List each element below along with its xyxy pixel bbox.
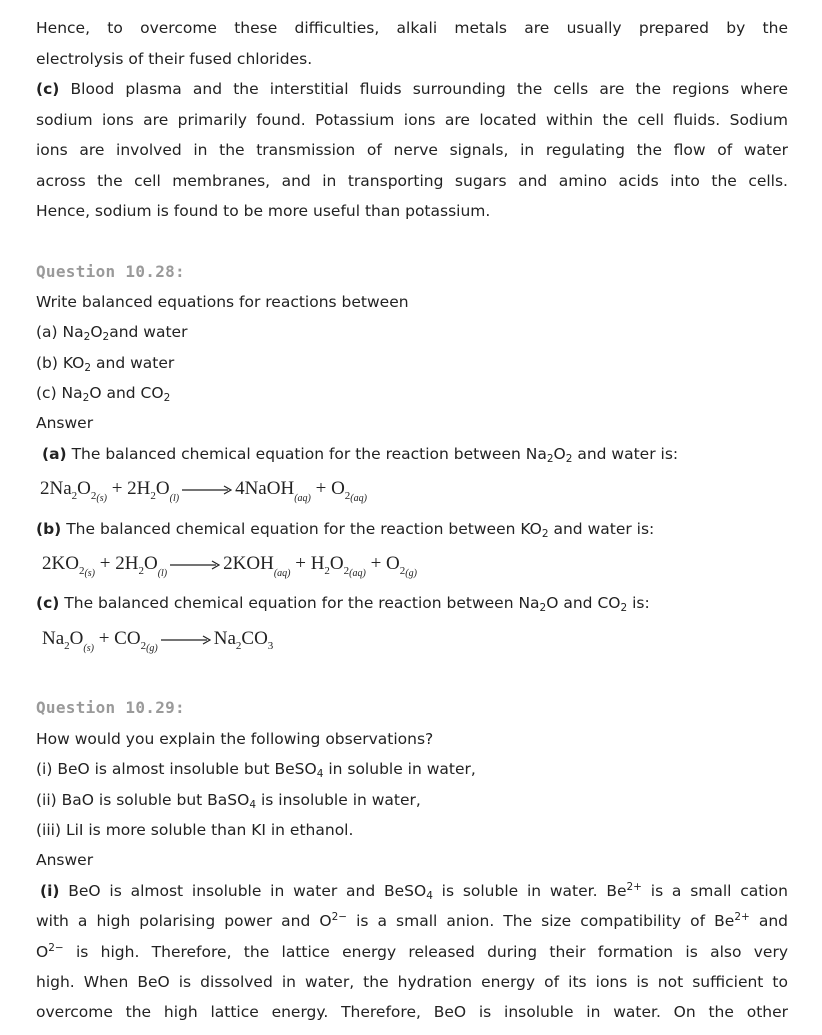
para-c-label: (c) — [36, 80, 60, 98]
q28-answer-label: Answer — [36, 414, 94, 432]
q29-part-ii: (ii) BaO is soluble but BaSO$_4$ is insoluble in water, — [36, 791, 421, 811]
para-c-line-5: Hence, sodium is found to be more useful than potassium. — [36, 202, 491, 220]
q28-part-b: (b) $KO_2$ and water — [36, 354, 175, 374]
q29-answer-label: Answer — [36, 851, 94, 869]
question-10-28-heading: Question 10.28: — [36, 262, 185, 281]
q29-answer-i-line-4: high. When BeO is dissolved in water, the hydration energy of its ions is not sufficient to — [36, 973, 788, 991]
q29-answer-i-line-1: (i) BeO is almost insoluble in water and BeSO$_4$ is soluble in water. $Be^{2+}$ is a small cation — [40, 881, 788, 902]
q28-part-a: (a) $Na_2O_2and$ water — [36, 323, 188, 343]
equation-c-image: $Na_2O_{(s)} + CO_{2(g)}$ $Na_2CO_3$ — [42, 628, 274, 654]
q28-answer-b: (b) The balanced chemical equation for the reaction between $KO_2$ and water is: — [36, 520, 655, 540]
intro-line-2: electrolysis of their fused chlorides. — [36, 50, 313, 68]
q28-prompt: Write balanced equations for reactions between — [36, 293, 409, 311]
q29-part-i: (i) BeO is almost insoluble but BeSO$_4$ in soluble in water, — [36, 760, 476, 780]
q29-answer-i-line-2: with a high polarising power and $O^{2-}$ is a small anion. The size compatibility of $Be^{2+}$ and — [36, 911, 789, 930]
q29-prompt: How would you explain the following observations? — [36, 730, 434, 748]
q28-part-c: (c) $Na_2O$ and $CO_2$ — [36, 384, 171, 404]
para-c-text-1: Blood plasma and the interstitial fluids surrounding the cells are the regions where — [59, 80, 788, 98]
q29-answer-i-line-3: $O^{2-}$ is high. Therefore, the lattice energy released during their formation is also very — [36, 942, 788, 961]
reaction-arrow-icon — [170, 560, 220, 570]
para-c-line-1 — [36, 79, 788, 99]
para-c-line-4: across the cell membranes, and in transporting sugars and amino acids into the cells. — [36, 172, 788, 190]
question-10-29-heading: Question 10.29: — [36, 698, 185, 717]
reaction-arrow-icon — [182, 485, 232, 495]
q28-answer-a: (a) The balanced chemical equation for the reaction between $Na_2O_2$ and water is: — [42, 445, 679, 465]
equation-b-image: $2KO_{2(s)} + 2H_2O_{(l)}$ $2KOH_{(aq)} + H_2O_{2(aq)} + O_{2(g)}$ — [42, 553, 417, 579]
q28-answer-c: (c) The balanced chemical equation for the reaction between $Na_2O$ and $CO_2$ is: — [36, 594, 650, 614]
para-c-line-2: sodium ions are primarily found. Potassium ions are located within the cell fluids. Sodium — [36, 111, 788, 129]
q29-answer-i-line-5: overcome the high lattice energy. Therefore, BeO is insoluble in water. On the other — [36, 1003, 788, 1021]
intro-line-1: Hence, to overcome these difficulties, alkali metals are usually prepared by the — [36, 19, 788, 37]
equation-a-image: $2Na_2O_{2(s)} + 2H_2O_{(l)}$ 4NaOH$_{(aq)}$ + $O_{2(aq)}$ — [40, 478, 367, 504]
para-c-line-3: ions are involved in the transmission of nerve signals, in regulating the flow of water — [36, 141, 788, 159]
reaction-arrow-icon — [161, 635, 211, 645]
q29-part-iii: (iii) LiI is more soluble than KI in ethanol. — [36, 821, 354, 839]
